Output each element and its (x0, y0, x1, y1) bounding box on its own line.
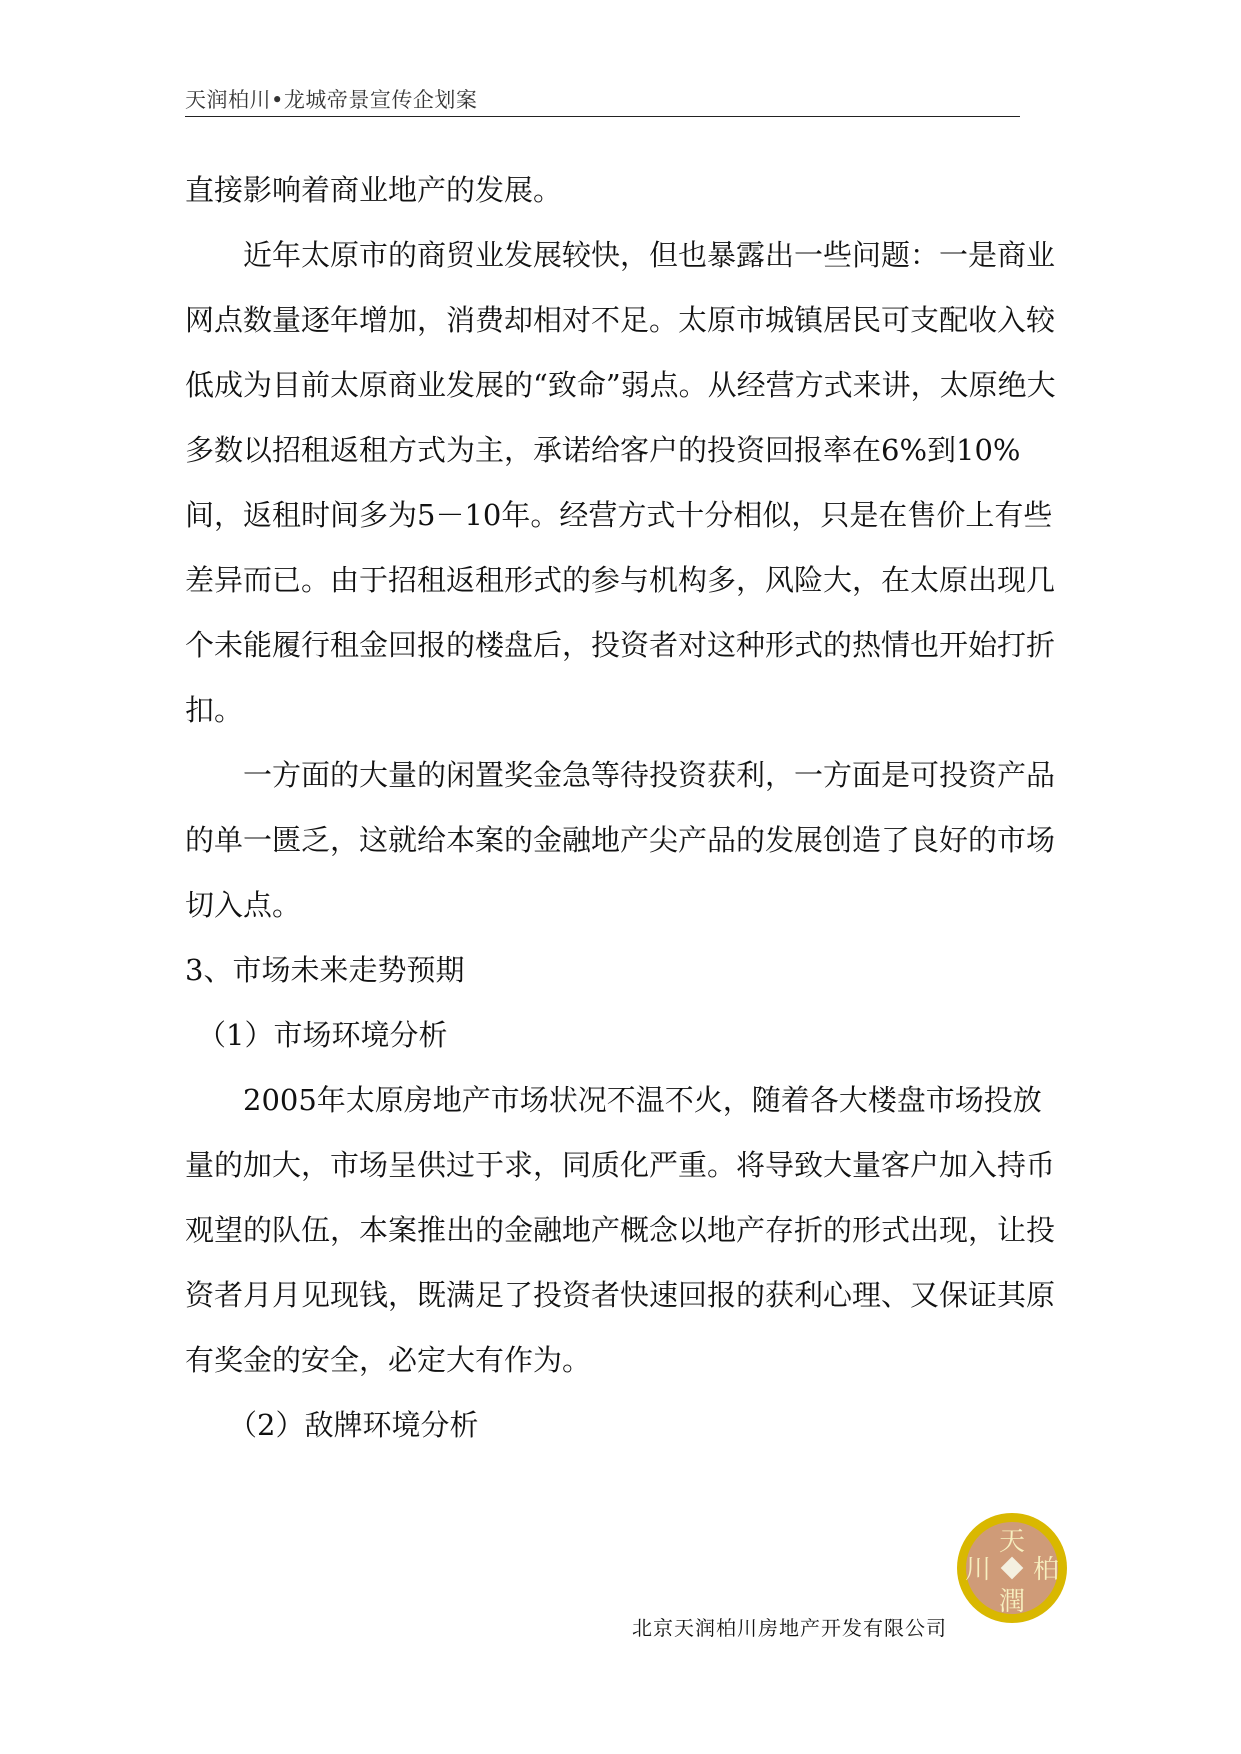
footer-company-name: 北京天润柏川房地产开发有限公司 (632, 1616, 947, 1640)
paragraph-market-environment: 2005年太原房地产市场状况不温不火，随着各大楼盘市场投放量的加大，市场呈供过于求，同质化严重。将导致大量客户加入持币观望的队伍，本案推出的金融地产概念以地产存折的形式出现，让投资者月月见现钱，既满足了投资者快速回报的获利心理、又保证其原有奖金的安全，必定大有作为。 (185, 1083, 1056, 1377)
page-header (185, 86, 1020, 117)
document-body (185, 158, 1065, 1458)
svg-text:天: 天 (998, 1527, 1026, 1557)
paragraph-commerce-issues: 近年太原市的商贸业发展较快，但也暴露出一些问题：一是商业网点数量逐年增加，消费却相对不足。太原市城镇居民可支配收入较低成为目前太原商业发展的“致命”弱点。从经营方式来讲，太原绝大多数以招租返租方式为主，承诺给客户的投资回报率在6%到10%间，返租时间多为5－10年。经营方式十分相似，只是在售价上有些差异而已。由于招租返租形式的参与机构多，风险大，在太原出现几个未能履行租金回报的楼盘后，投资者对这种形式的热情也开始打折扣。 (185, 238, 1056, 727)
paragraph-continuation: 直接影响着商业地产的发展。 (185, 173, 563, 207)
header-title: 天润柏川•龙城帝景宣传企划案 (185, 88, 478, 112)
svg-text:潤: 潤 (998, 1587, 1026, 1617)
section-heading-market-trend: 3、市场未来走势预期 (185, 953, 465, 987)
svg-text:柏: 柏 (1032, 1555, 1060, 1585)
paragraph-market-entry: 一方面的大量的闲置奖金急等待投资获利，一方面是可投资产品的单一匮乏，这就给本案的金融地产尖产品的发展创造了良好的市场切入点。 (185, 758, 1056, 922)
subsection-heading-market-environment: （1）市场环境分析 (197, 1018, 448, 1052)
company-seal-logo (956, 1512, 1068, 1624)
svg-text:川: 川 (964, 1555, 992, 1585)
subsection-heading-competitor-environment: （2）敌牌环境分析 (228, 1408, 479, 1442)
